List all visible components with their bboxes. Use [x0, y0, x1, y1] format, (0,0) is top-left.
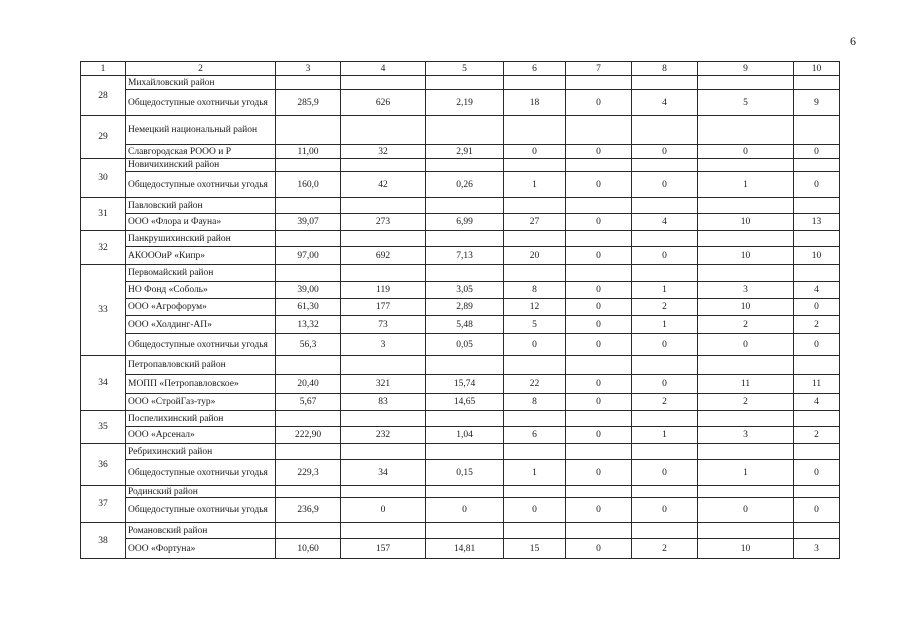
- empty-cell: [504, 76, 566, 90]
- value-cell: 61,30: [276, 299, 341, 316]
- value-cell: 1,04: [426, 427, 504, 444]
- table-row: [81, 460, 840, 486]
- table-body: [81, 62, 840, 559]
- row-number: 29: [81, 116, 126, 159]
- column-number: 7: [566, 62, 632, 76]
- empty-cell: [566, 198, 632, 214]
- empty-cell: [276, 444, 341, 460]
- empty-cell: [276, 159, 341, 172]
- value-cell: 11,00: [276, 145, 341, 159]
- value-cell: 0: [566, 427, 632, 444]
- empty-cell: [566, 356, 632, 375]
- empty-cell: [504, 486, 566, 498]
- value-cell: 0: [632, 375, 698, 394]
- value-cell: 2: [794, 316, 840, 334]
- value-cell: 0: [566, 145, 632, 159]
- empty-cell: [276, 523, 341, 539]
- value-cell: 20: [504, 247, 566, 265]
- empty-cell: [341, 523, 426, 539]
- empty-cell: [566, 116, 632, 145]
- column-number: 9: [698, 62, 794, 76]
- value-cell: 1: [698, 460, 794, 486]
- value-cell: 32: [341, 145, 426, 159]
- table-row: [81, 214, 840, 231]
- table-row: [81, 247, 840, 265]
- empty-cell: [426, 444, 504, 460]
- column-number-row: [81, 62, 840, 76]
- column-number: 2: [126, 62, 276, 76]
- empty-cell: [276, 265, 341, 282]
- value-cell: 0: [341, 498, 426, 523]
- value-cell: 15: [504, 539, 566, 559]
- table-row: [81, 427, 840, 444]
- value-cell: 1: [632, 316, 698, 334]
- empty-cell: [504, 116, 566, 145]
- value-cell: 0: [566, 375, 632, 394]
- value-cell: 0: [504, 498, 566, 523]
- value-cell: 11: [698, 375, 794, 394]
- district-row: [81, 231, 840, 247]
- value-cell: 6: [504, 427, 566, 444]
- empty-cell: [632, 265, 698, 282]
- value-cell: 0: [632, 334, 698, 356]
- empty-cell: [426, 198, 504, 214]
- empty-cell: [698, 486, 794, 498]
- organization-name: Общедоступные охотничьи угодья: [126, 172, 276, 198]
- value-cell: 236,9: [276, 498, 341, 523]
- empty-cell: [632, 356, 698, 375]
- district-row: [81, 444, 840, 460]
- district-row: [81, 116, 840, 145]
- value-cell: 3,05: [426, 282, 504, 299]
- empty-cell: [341, 231, 426, 247]
- value-cell: 0: [566, 214, 632, 231]
- empty-cell: [504, 356, 566, 375]
- value-cell: 3: [341, 334, 426, 356]
- empty-cell: [632, 411, 698, 427]
- value-cell: 0: [566, 90, 632, 116]
- row-number: 30: [81, 159, 126, 198]
- value-cell: 160,0: [276, 172, 341, 198]
- empty-cell: [566, 411, 632, 427]
- value-cell: 0: [566, 498, 632, 523]
- empty-cell: [276, 411, 341, 427]
- value-cell: 2,91: [426, 145, 504, 159]
- empty-cell: [276, 76, 341, 90]
- organization-name: ООО «Флора и Фауна»: [126, 214, 276, 231]
- column-number: 3: [276, 62, 341, 76]
- value-cell: 10: [794, 247, 840, 265]
- value-cell: 0: [566, 394, 632, 411]
- district-row: [81, 411, 840, 427]
- value-cell: 0: [566, 539, 632, 559]
- table-row: [81, 172, 840, 198]
- empty-cell: [426, 356, 504, 375]
- empty-cell: [341, 411, 426, 427]
- row-number: 37: [81, 486, 126, 523]
- empty-cell: [794, 444, 840, 460]
- value-cell: 0: [698, 145, 794, 159]
- table-row: [81, 334, 840, 356]
- column-number: 6: [504, 62, 566, 76]
- value-cell: 1: [698, 172, 794, 198]
- empty-cell: [566, 159, 632, 172]
- value-cell: 2,89: [426, 299, 504, 316]
- empty-cell: [794, 356, 840, 375]
- value-cell: 8: [504, 394, 566, 411]
- value-cell: 0: [566, 172, 632, 198]
- page-number: 6: [850, 34, 856, 48]
- district-row: [81, 523, 840, 539]
- empty-cell: [504, 444, 566, 460]
- value-cell: 4: [632, 90, 698, 116]
- empty-cell: [426, 523, 504, 539]
- value-cell: 1: [632, 282, 698, 299]
- organization-name: МОПП «Петропавловское»: [126, 375, 276, 394]
- value-cell: 0: [632, 145, 698, 159]
- value-cell: 3: [794, 539, 840, 559]
- empty-cell: [698, 523, 794, 539]
- empty-cell: [698, 444, 794, 460]
- organization-name: Славгородская РООО и Р: [126, 145, 276, 159]
- district-row: [81, 486, 840, 498]
- column-number: 10: [794, 62, 840, 76]
- empty-cell: [794, 198, 840, 214]
- empty-cell: [794, 486, 840, 498]
- organization-name: ООО «Холдинг-АП»: [126, 316, 276, 334]
- district-name: Ребрихинский район: [126, 444, 276, 460]
- value-cell: 3: [698, 427, 794, 444]
- value-cell: 6,99: [426, 214, 504, 231]
- empty-cell: [426, 411, 504, 427]
- organization-name: ООО «Арсенал»: [126, 427, 276, 444]
- empty-cell: [794, 76, 840, 90]
- empty-cell: [341, 76, 426, 90]
- value-cell: 0: [794, 172, 840, 198]
- row-number: 36: [81, 444, 126, 486]
- organization-name: ООО «Фортуна»: [126, 539, 276, 559]
- district-row: [81, 356, 840, 375]
- value-cell: 39,00: [276, 282, 341, 299]
- district-row: [81, 76, 840, 90]
- value-cell: 15,74: [426, 375, 504, 394]
- value-cell: 22: [504, 375, 566, 394]
- value-cell: 10,60: [276, 539, 341, 559]
- table-row: [81, 145, 840, 159]
- empty-cell: [504, 523, 566, 539]
- value-cell: 42: [341, 172, 426, 198]
- table-row: [81, 282, 840, 299]
- value-cell: 1: [504, 460, 566, 486]
- empty-cell: [426, 486, 504, 498]
- value-cell: 1: [632, 427, 698, 444]
- value-cell: 5: [504, 316, 566, 334]
- empty-cell: [504, 159, 566, 172]
- table-row: [81, 498, 840, 523]
- value-cell: 0: [566, 460, 632, 486]
- value-cell: 10: [698, 539, 794, 559]
- value-cell: 10: [698, 299, 794, 316]
- empty-cell: [632, 76, 698, 90]
- empty-cell: [632, 231, 698, 247]
- district-row: [81, 198, 840, 214]
- empty-cell: [341, 356, 426, 375]
- organization-name: Общедоступные охотничьи угодья: [126, 334, 276, 356]
- empty-cell: [276, 198, 341, 214]
- value-cell: 97,00: [276, 247, 341, 265]
- row-number: 28: [81, 76, 126, 116]
- value-cell: 4: [794, 282, 840, 299]
- organization-name: Общедоступные охотничьи угодья: [126, 498, 276, 523]
- value-cell: 11: [794, 375, 840, 394]
- empty-cell: [426, 76, 504, 90]
- value-cell: 0: [632, 498, 698, 523]
- value-cell: 10: [698, 247, 794, 265]
- value-cell: 8: [504, 282, 566, 299]
- empty-cell: [426, 159, 504, 172]
- district-name: Немецкий национальный район: [126, 116, 276, 145]
- empty-cell: [794, 159, 840, 172]
- value-cell: 56,3: [276, 334, 341, 356]
- empty-cell: [698, 116, 794, 145]
- empty-cell: [698, 76, 794, 90]
- value-cell: 73: [341, 316, 426, 334]
- value-cell: 27: [504, 214, 566, 231]
- hunting-grounds-table: [80, 61, 840, 559]
- value-cell: 83: [341, 394, 426, 411]
- value-cell: 39,07: [276, 214, 341, 231]
- column-number: 4: [341, 62, 426, 76]
- organization-name: ООО «Агрофорум»: [126, 299, 276, 316]
- value-cell: 626: [341, 90, 426, 116]
- value-cell: 0: [632, 172, 698, 198]
- value-cell: 4: [632, 214, 698, 231]
- value-cell: 0: [566, 282, 632, 299]
- row-number: 33: [81, 265, 126, 356]
- value-cell: 10: [698, 214, 794, 231]
- empty-cell: [632, 198, 698, 214]
- empty-cell: [276, 356, 341, 375]
- value-cell: 0: [794, 145, 840, 159]
- value-cell: 0,15: [426, 460, 504, 486]
- empty-cell: [698, 411, 794, 427]
- value-cell: 18: [504, 90, 566, 116]
- organization-name: Общедоступные охотничьи угодья: [126, 460, 276, 486]
- empty-cell: [566, 523, 632, 539]
- value-cell: 12: [504, 299, 566, 316]
- value-cell: 4: [794, 394, 840, 411]
- value-cell: 1: [504, 172, 566, 198]
- empty-cell: [341, 116, 426, 145]
- empty-cell: [794, 523, 840, 539]
- empty-cell: [566, 231, 632, 247]
- value-cell: 20,40: [276, 375, 341, 394]
- organization-name: Общедоступные охотничьи угодья: [126, 90, 276, 116]
- value-cell: 5: [698, 90, 794, 116]
- empty-cell: [698, 265, 794, 282]
- empty-cell: [341, 444, 426, 460]
- value-cell: 0: [632, 460, 698, 486]
- district-name: Панкрушихинский район: [126, 231, 276, 247]
- empty-cell: [504, 231, 566, 247]
- value-cell: 0: [794, 334, 840, 356]
- empty-cell: [426, 265, 504, 282]
- value-cell: 0,05: [426, 334, 504, 356]
- value-cell: 34: [341, 460, 426, 486]
- empty-cell: [632, 444, 698, 460]
- empty-cell: [566, 444, 632, 460]
- empty-cell: [566, 486, 632, 498]
- value-cell: 0: [504, 145, 566, 159]
- value-cell: 321: [341, 375, 426, 394]
- empty-cell: [566, 265, 632, 282]
- empty-cell: [794, 411, 840, 427]
- district-name: Романовский район: [126, 523, 276, 539]
- value-cell: 2: [698, 316, 794, 334]
- empty-cell: [632, 116, 698, 145]
- value-cell: 119: [341, 282, 426, 299]
- value-cell: 177: [341, 299, 426, 316]
- table-row: [81, 316, 840, 334]
- empty-cell: [341, 486, 426, 498]
- empty-cell: [632, 159, 698, 172]
- value-cell: 9: [794, 90, 840, 116]
- district-row: [81, 265, 840, 282]
- column-number: 1: [81, 62, 126, 76]
- empty-cell: [632, 486, 698, 498]
- empty-cell: [276, 231, 341, 247]
- value-cell: 0: [632, 247, 698, 265]
- value-cell: 0: [566, 247, 632, 265]
- district-name: Павловский район: [126, 198, 276, 214]
- empty-cell: [698, 159, 794, 172]
- column-number: 5: [426, 62, 504, 76]
- empty-cell: [504, 411, 566, 427]
- value-cell: 5,67: [276, 394, 341, 411]
- value-cell: 2: [632, 394, 698, 411]
- value-cell: 2: [632, 299, 698, 316]
- district-name: Новичихинский район: [126, 159, 276, 172]
- table-row: [81, 90, 840, 116]
- empty-cell: [276, 486, 341, 498]
- empty-cell: [341, 265, 426, 282]
- value-cell: 2: [794, 427, 840, 444]
- value-cell: 157: [341, 539, 426, 559]
- value-cell: 14,81: [426, 539, 504, 559]
- value-cell: 7,13: [426, 247, 504, 265]
- value-cell: 692: [341, 247, 426, 265]
- district-name: Петропавловский район: [126, 356, 276, 375]
- column-number: 8: [632, 62, 698, 76]
- value-cell: 5,48: [426, 316, 504, 334]
- row-number: 38: [81, 523, 126, 559]
- empty-cell: [698, 198, 794, 214]
- value-cell: 13,32: [276, 316, 341, 334]
- organization-name: НО Фонд «Соболь»: [126, 282, 276, 299]
- empty-cell: [566, 76, 632, 90]
- value-cell: 2: [698, 394, 794, 411]
- value-cell: 232: [341, 427, 426, 444]
- empty-cell: [341, 159, 426, 172]
- empty-cell: [426, 231, 504, 247]
- value-cell: 0: [794, 460, 840, 486]
- value-cell: 222,90: [276, 427, 341, 444]
- district-name: Первомайский район: [126, 265, 276, 282]
- district-name: Михайловский район: [126, 76, 276, 90]
- value-cell: 0: [566, 334, 632, 356]
- organization-name: ООО «СтройГаз-тур»: [126, 394, 276, 411]
- value-cell: 273: [341, 214, 426, 231]
- value-cell: 0: [504, 334, 566, 356]
- value-cell: 0: [698, 498, 794, 523]
- value-cell: 14,65: [426, 394, 504, 411]
- table-row: [81, 299, 840, 316]
- value-cell: 13: [794, 214, 840, 231]
- empty-cell: [794, 116, 840, 145]
- empty-cell: [698, 231, 794, 247]
- value-cell: 0: [566, 316, 632, 334]
- empty-cell: [794, 231, 840, 247]
- table-row: [81, 375, 840, 394]
- row-number: 34: [81, 356, 126, 411]
- table-row: [81, 394, 840, 411]
- row-number: 31: [81, 198, 126, 231]
- value-cell: 0: [426, 498, 504, 523]
- empty-cell: [632, 523, 698, 539]
- empty-cell: [276, 116, 341, 145]
- row-number: 35: [81, 411, 126, 444]
- value-cell: 0: [566, 299, 632, 316]
- empty-cell: [698, 356, 794, 375]
- value-cell: 0: [794, 498, 840, 523]
- empty-cell: [504, 265, 566, 282]
- organization-name: АКОООиР «Кипр»: [126, 247, 276, 265]
- value-cell: 0: [698, 334, 794, 356]
- value-cell: 2: [632, 539, 698, 559]
- value-cell: 0,26: [426, 172, 504, 198]
- value-cell: 285,9: [276, 90, 341, 116]
- value-cell: 0: [794, 299, 840, 316]
- empty-cell: [426, 116, 504, 145]
- district-row: [81, 159, 840, 172]
- value-cell: 3: [698, 282, 794, 299]
- empty-cell: [341, 198, 426, 214]
- empty-cell: [794, 265, 840, 282]
- row-number: 32: [81, 231, 126, 265]
- empty-cell: [504, 198, 566, 214]
- value-cell: 2,19: [426, 90, 504, 116]
- table-row: [81, 539, 840, 559]
- district-name: Родинский район: [126, 486, 276, 498]
- district-name: Поспелихинский район: [126, 411, 276, 427]
- value-cell: 229,3: [276, 460, 341, 486]
